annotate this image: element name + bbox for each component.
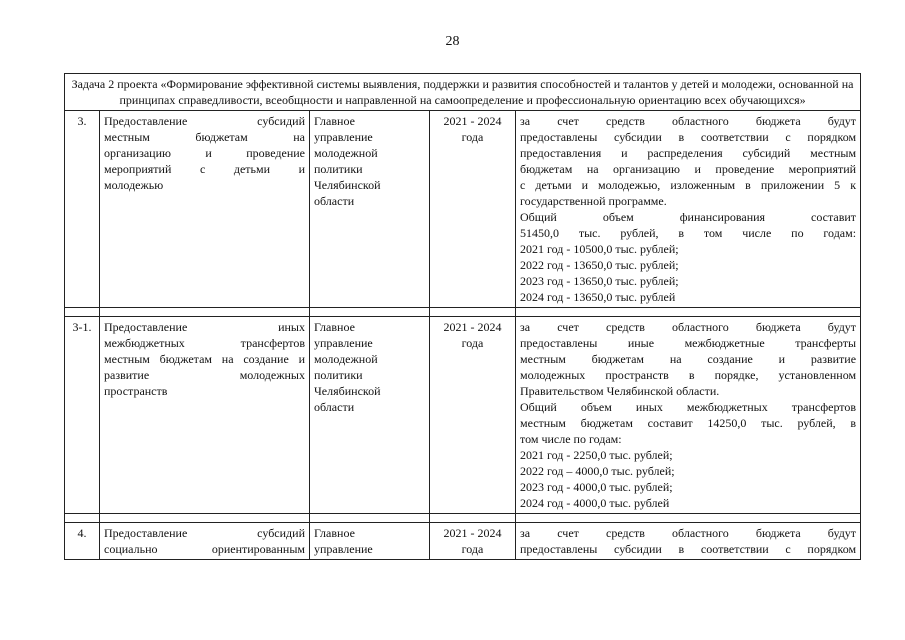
- row-gap-cell: [65, 308, 100, 317]
- task-header: Задача 2 проекта «Формирование эффективной системы выявления, поддержки и развития способностей и талантов у детей и молодежи, основанной на принципах справедливости, всеобщности и направленной на самоопределение и профессиональную ориентацию всех обучающихся»: [65, 74, 861, 111]
- table-row: [65, 111, 861, 308]
- activity-name: [100, 317, 310, 514]
- expected-result-line: 2021 год - 10500,0 тыс. рублей;: [520, 242, 679, 256]
- expected-result-line: предоставлены субсидии в соответствии с порядком: [520, 542, 857, 556]
- expected-result-line: предоставления и распределения субсидий местным: [520, 146, 857, 160]
- responsible-executor-line: политики: [314, 162, 363, 176]
- activity-name: [100, 111, 310, 308]
- row-gap-cell: [430, 514, 516, 523]
- activity-name-line: местным бюджетам на: [104, 130, 305, 144]
- responsible-executor-line: области: [314, 194, 355, 208]
- table-row: [65, 317, 861, 514]
- expected-result-line: предоставлены субсидии в соответствии с порядком: [520, 130, 857, 144]
- responsible-executor-line: Главное: [314, 114, 355, 128]
- activity-name: [100, 523, 310, 560]
- responsible-executor-line: управление: [314, 130, 373, 144]
- expected-result: [516, 523, 861, 560]
- task-header-row: [65, 74, 861, 111]
- activity-name-line: развитие молодежных: [104, 368, 305, 382]
- expected-result-line: за счет средств областного бюджета будут: [520, 526, 857, 540]
- row-gap: [65, 308, 861, 317]
- row-number: 3.: [65, 111, 100, 308]
- responsible-executor-line: Главное: [314, 526, 355, 540]
- expected-result-line: 2021 год - 2250,0 тыс. рублей;: [520, 448, 673, 462]
- expected-result-line: 2024 год - 4000,0 тыс. рублей: [520, 496, 670, 510]
- expected-result-line: 2023 год - 13650,0 тыс. рублей;: [520, 274, 679, 288]
- activity-name-line: молодежью: [104, 178, 164, 192]
- responsible-executor: [310, 523, 430, 560]
- activity-name-line: Предоставление иных: [104, 320, 305, 334]
- row-number: 4.: [65, 523, 100, 560]
- expected-result: [516, 317, 861, 514]
- responsible-executor-line: управление: [314, 336, 373, 350]
- expected-result-line: молодежных пространств в порядке, установленном: [520, 368, 857, 382]
- responsible-executor-line: Челябинской: [314, 384, 381, 398]
- expected-result-line: бюджетам на организацию и проведение мероприятий: [520, 162, 857, 176]
- row-gap-cell: [430, 308, 516, 317]
- responsible-executor-line: политики: [314, 368, 363, 382]
- expected-result-line: 2022 год – 4000,0 тыс. рублей;: [520, 464, 675, 478]
- responsible-executor-line: молодежной: [314, 146, 378, 160]
- row-gap-cell: [65, 514, 100, 523]
- page-number: 28: [445, 34, 460, 49]
- implementation-period-line: 2021 - 2024: [443, 526, 502, 540]
- implementation-period-line: 2021 - 2024: [443, 320, 502, 334]
- row-gap-cell: [310, 308, 430, 317]
- implementation-period: [430, 523, 516, 560]
- activity-name-line: мероприятий с детьми и: [104, 162, 305, 176]
- activity-name-line: организацию и проведение: [104, 146, 305, 160]
- implementation-period-line: 2021 - 2024: [443, 114, 502, 128]
- implementation-period-line: года: [461, 542, 484, 556]
- expected-result-line: государственной программе.: [520, 194, 667, 208]
- expected-result-line: Правительством Челябинской области.: [520, 384, 720, 398]
- activity-name-line: межбюджетных трансфертов: [104, 336, 305, 350]
- implementation-period-line: года: [461, 336, 484, 350]
- responsible-executor-line: Главное: [314, 320, 355, 334]
- implementation-period: [430, 111, 516, 308]
- activity-name-line: Предоставление субсидий: [104, 114, 305, 128]
- responsible-executor-line: области: [314, 400, 355, 414]
- responsible-executor: [310, 317, 430, 514]
- table-row: [65, 523, 861, 560]
- responsible-executor-line: управление: [314, 542, 373, 556]
- expected-result-line: Общий объем финансирования составит: [520, 210, 857, 224]
- implementation-period-line: года: [461, 130, 484, 144]
- responsible-executor: [310, 111, 430, 308]
- row-gap-cell: [516, 514, 861, 523]
- expected-result-line: за счет средств областного бюджета будут: [520, 320, 857, 334]
- row-gap-cell: [100, 514, 310, 523]
- responsible-executor-line: Челябинской: [314, 178, 381, 192]
- expected-result-line: 2024 год - 13650,0 тыс. рублей: [520, 290, 676, 304]
- expected-result-line: 51450,0 тыс. рублей, в том числе по годам:: [520, 226, 857, 240]
- expected-result: [516, 111, 861, 308]
- activity-name-line: социально ориентированным: [104, 542, 305, 556]
- expected-result-line: 2023 год - 4000,0 тыс. рублей;: [520, 480, 673, 494]
- expected-result-line: местным бюджетам на создание и развитие: [520, 352, 857, 366]
- expected-result-line: том числе по годам:: [520, 432, 622, 446]
- implementation-period: [430, 317, 516, 514]
- row-gap: [65, 514, 861, 523]
- expected-result-line: местным бюджетам составит 14250,0 тыс. рублей, в: [520, 416, 857, 430]
- program-table: [64, 73, 861, 560]
- expected-result-line: предоставлены иные межбюджетные трансферты: [520, 336, 857, 350]
- row-gap-cell: [310, 514, 430, 523]
- expected-result-line: Общий объем иных межбюджетных трансфертов: [520, 400, 857, 414]
- expected-result-line: за счет средств областного бюджета будут: [520, 114, 857, 128]
- responsible-executor-line: молодежной: [314, 352, 378, 366]
- row-number: 3-1.: [65, 317, 100, 514]
- activity-name-line: пространств: [104, 384, 168, 398]
- expected-result-line: 2022 год - 13650,0 тыс. рублей;: [520, 258, 679, 272]
- expected-result-line: с детьми и молодежью, изложенным в приложении 5 к: [520, 178, 857, 192]
- row-gap-cell: [100, 308, 310, 317]
- activity-name-line: местным бюджетам на создание и: [104, 352, 305, 366]
- row-gap-cell: [516, 308, 861, 317]
- activity-name-line: Предоставление субсидий: [104, 526, 305, 540]
